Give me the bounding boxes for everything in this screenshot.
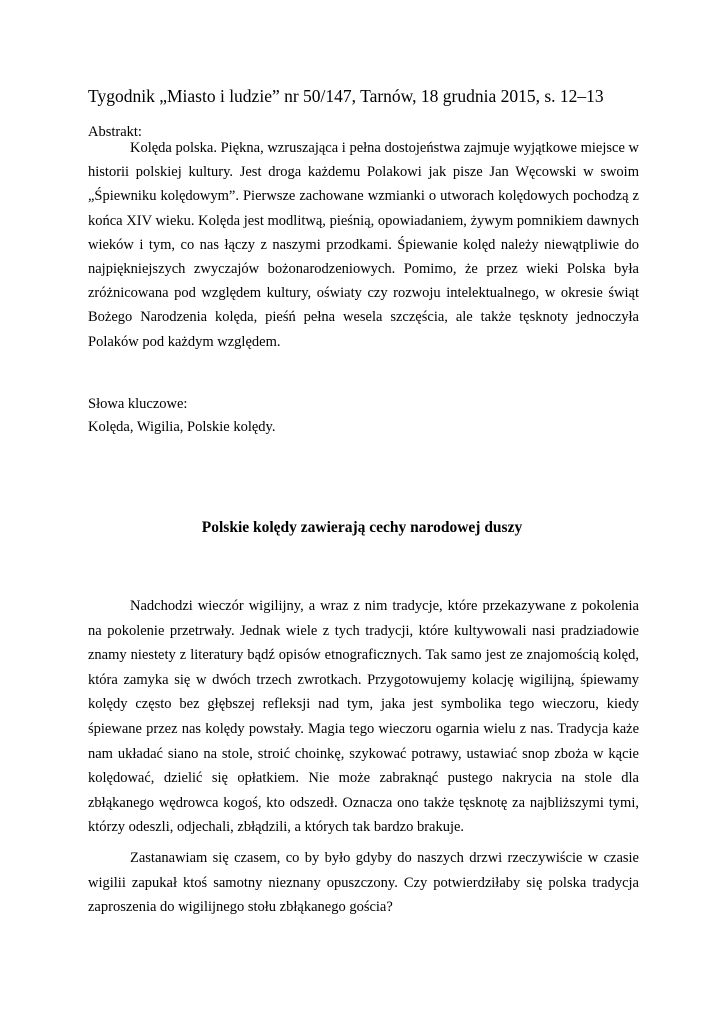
abstract-label: Abstrakt: — [88, 124, 142, 140]
abstract-text: Kolęda polska. Piękna, wzruszająca i pełna dostojeństwa zajmuje wyjątkowe miejsce w historii polskiej kultury. Jest droga każdemu Polakowi jak pisze Jan Węcowski w swoim „Śpiewniku kolędowym”. Pierwsze zachowane wzmianki o utworach kolędowych pochodzą z końca XIV wieku. Kolęda jest modlitwą, pieśnią, opowiadaniem, żywym pomnikiem dawnych wieków i tym, co nas łączy z naszymi przodkami. Śpiewanie kolęd należy niewątpliwie do najpiękniejszych zwyczajów bożonarodzeniowych. Pomimo, że przez wieki Polska była zróżnicowana pod względem kultury, oświaty czy rozwoju intelektualnego, w okresie świąt Bożego Narodzenia kolęda, pieśń pełna wesela szczęścia, ale także tęsknoty jednoczyła Polaków pod każdym względem. — [88, 140, 639, 350]
publication-source-line: Tygodnik „Miasto i ludzie” nr 50/147, Tarnów, 18 grudnia 2015, s. 12–13 — [88, 86, 604, 106]
keywords-label: Słowa kluczowe: — [88, 396, 188, 412]
section-title: Polskie kolędy zawierają cechy narodowej duszy — [201, 519, 523, 536]
keywords-list: Kolęda, Wigilia, Polskie kolędy. — [88, 419, 276, 435]
body-paragraph: Nadchodzi wieczór wigilijny, a wraz z nim tradycje, które przekazywane z pokolenia na pokolenie przetrwały. Jednak wiele z tych tradycji, które kultywowali nasi pradziadowie znamy niestety z literatury bądź opisów etnograficznych. Tak samo jest ze znajomością kolęd, która zamyka się w dwóch trzech zwrotkach. Przygotowujemy kolację wigilijną, śpiewamy kolędy często bez głębszej refleksji nad tym, jaka jest symbolika tego wieczoru, kiedy śpiewane przez nas kolędy powstały. Magia tego wieczoru ogarnia wielu z nas. Tradycja każe nam układać siano na stole, stroić choinkę, szykować potrawy, ustawiać snop zboża w kącie kolędować, dzielić się opłatkiem. Nie może zabraknąć pustego nakrycia na stole dla zbłąkanego wędrowca kogoś, kto odszedł. Oznacza ono także tęsknotę za najbliższymi tymi, którzy odeszli, odjechali, zbłądzili, a których tak bardzo brakuje. — [88, 598, 639, 836]
body-paragraph: Zastanawiam się czasem, co by było gdyby do naszych drzwi rzeczywiście w czasie wigilii zapukał ktoś samotny nieznany opuszczony. Czy potwierdziłaby się polska tradycja zaproszenia do wigilijnego stołu zbłąkanego gościa? — [88, 850, 639, 916]
